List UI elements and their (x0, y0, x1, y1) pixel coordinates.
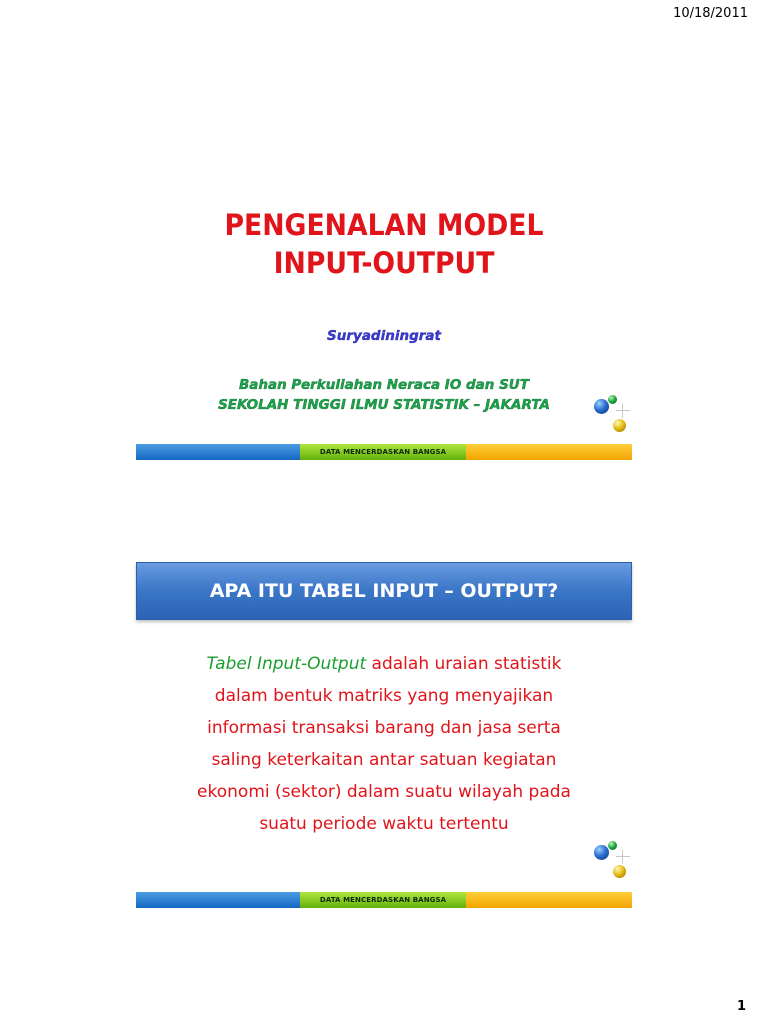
definition-line-2: dalam bentuk matriks yang menyajikan (214, 686, 554, 706)
definition-text (176, 648, 592, 840)
definition-line-5: ekonomi (sektor) dalam suatu wilayah pada (197, 782, 571, 802)
footer-bar (136, 892, 632, 908)
definition-line-1 (176, 648, 592, 680)
green-ball-icon (608, 841, 617, 850)
green-ball-icon (608, 395, 617, 404)
bps-logo-icon (592, 836, 632, 880)
course-subtitle-line-1: Bahan Perkuliahan Neraca IO dan SUT (239, 377, 529, 393)
footer-bar-blue (136, 444, 300, 460)
footer-tagline: DATA MENCERDASKAN BANGSA (300, 892, 466, 908)
footer-bar-orange (466, 892, 632, 908)
footer-bar-orange (466, 444, 632, 460)
author-name: Suryadiningrat (327, 328, 441, 344)
slide-2 (136, 540, 632, 910)
footer-bar (136, 444, 632, 460)
course-subtitle-line-2: SEKOLAH TINGGI ILMU STATISTIK – JAKARTA (218, 397, 550, 413)
blue-ball-icon (594, 399, 609, 414)
page-number: 1 (736, 999, 746, 1014)
blue-ball-icon (594, 845, 609, 860)
document-date: 10/18/2011 (673, 6, 748, 21)
definition-line-6: suatu periode waktu tertentu (259, 814, 509, 834)
yellow-ball-icon (613, 865, 626, 878)
bps-logo-icon (592, 390, 632, 434)
course-subtitle (136, 375, 632, 415)
definition-line-3: informasi transaksi barang dan jasa serta (207, 718, 561, 738)
slide-1 (136, 100, 632, 464)
slide-title-line-1: PENGENALAN MODEL (224, 208, 544, 242)
slide-title-line-2: INPUT-OUTPUT (273, 246, 495, 280)
slide-title (156, 206, 612, 282)
defined-term: Tabel Input-Output (206, 654, 367, 674)
definition-line-4: saling keterkaitan antar satuan kegiatan (211, 750, 557, 770)
footer-bar-blue (136, 892, 300, 908)
yellow-ball-icon (613, 419, 626, 432)
definition-line-1-rest: adalah uraian statistik (366, 654, 562, 674)
slide-heading: APA ITU TABEL INPUT – OUTPUT? (136, 562, 632, 620)
footer-tagline: DATA MENCERDASKAN BANGSA (300, 444, 466, 460)
